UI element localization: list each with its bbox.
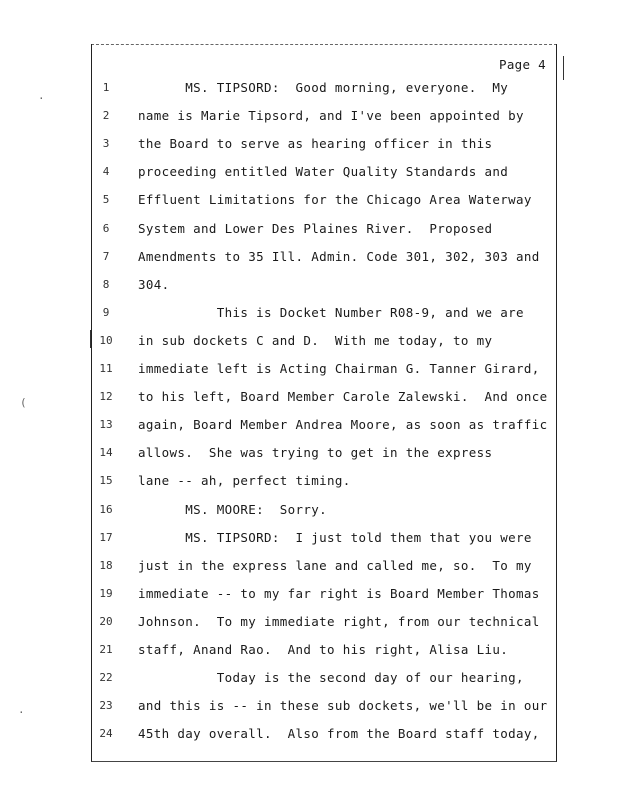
transcript-line: staff, Anand Rao. And to his right, Alisa Liu. [138,642,509,657]
transcript-line: immediate left is Acting Chairman G. Tanner Girard, [138,361,540,376]
transcript-line: proceeding entitled Water Quality Standards and [138,164,509,180]
transcript-line: again, Board Member Andrea Moore, as soon as traffic [138,417,548,433]
line-number: 12 [99,390,113,404]
transcript-line: Effluent Limitations for the Chicago Area Waterway [138,192,532,208]
line-number: 8 [102,277,110,291]
line-number: 14 [99,446,113,460]
line-number: 24 [99,727,113,741]
line-number: 21 [99,643,113,656]
line-number: 9 [102,305,110,319]
transcript-line: immediate -- to my far right is Board Member Thomas [138,585,540,601]
line-number: 3 [102,137,110,151]
line-number: 22 [99,671,113,685]
transcript-line: Amendments to 35 Ill. Admin. Code 301, 302, 303 and [138,248,540,264]
transcript-line: Today is the second day of our hearing, [138,670,524,686]
line-number: 17 [99,530,113,544]
transcript-line: 45th day overall. Also from the Board staff today, [138,726,540,742]
margin-speck: · [38,92,45,105]
line-number: 1 [102,81,110,94]
transcript-line: lane -- ah, perfect timing. [138,473,351,489]
line-number: 18 [99,558,113,572]
margin-tick [90,330,91,348]
margin-speck: · [18,706,25,719]
transcript-line: MS. TIPSORD: Good morning, everyone. My [138,80,509,95]
line-number: 16 [99,502,113,516]
line-number: 13 [99,418,113,432]
transcript-line: System and Lower Des Plaines River. Proposed [138,220,493,236]
transcript-line: to his left, Board Member Carole Zalewski. And once [138,389,548,405]
line-number: 7 [102,249,110,263]
transcript-line: the Board to serve as hearing officer in this [138,136,493,152]
transcript-line: Johnson. To my immediate right, from our technical [138,613,540,629]
transcript-line: allows. She was trying to get in the express [138,445,493,461]
margin-speck: ( [20,396,27,409]
line-number: 5 [102,193,110,207]
line-number: 11 [99,362,113,375]
line-number: 6 [102,221,110,235]
transcript-line: just in the express lane and called me, so. To my [138,557,532,573]
line-number: 20 [99,614,113,628]
page-number: Page 4 [499,57,546,72]
transcript-line: name is Marie Tipsord, and I've been appointed by [138,108,524,124]
line-number: 19 [99,586,113,600]
transcript-line: MS. MOORE: Sorry. [138,501,328,517]
transcript-line: 304. [138,276,170,292]
transcript-line: MS. TIPSORD: I just told them that you were [138,529,532,545]
line-number: 2 [102,109,110,123]
transcript-line: in sub dockets C and D. With me today, to my [138,332,493,348]
line-number: 10 [99,333,113,347]
line-number: 23 [99,699,113,713]
line-number: 15 [99,474,113,488]
line-number: 4 [102,165,110,179]
margin-tick [563,56,564,80]
transcript-line: and this is -- in these sub dockets, we'll be in our [138,698,548,714]
transcript-line: This is Docket Number R08-9, and we are [138,304,524,320]
